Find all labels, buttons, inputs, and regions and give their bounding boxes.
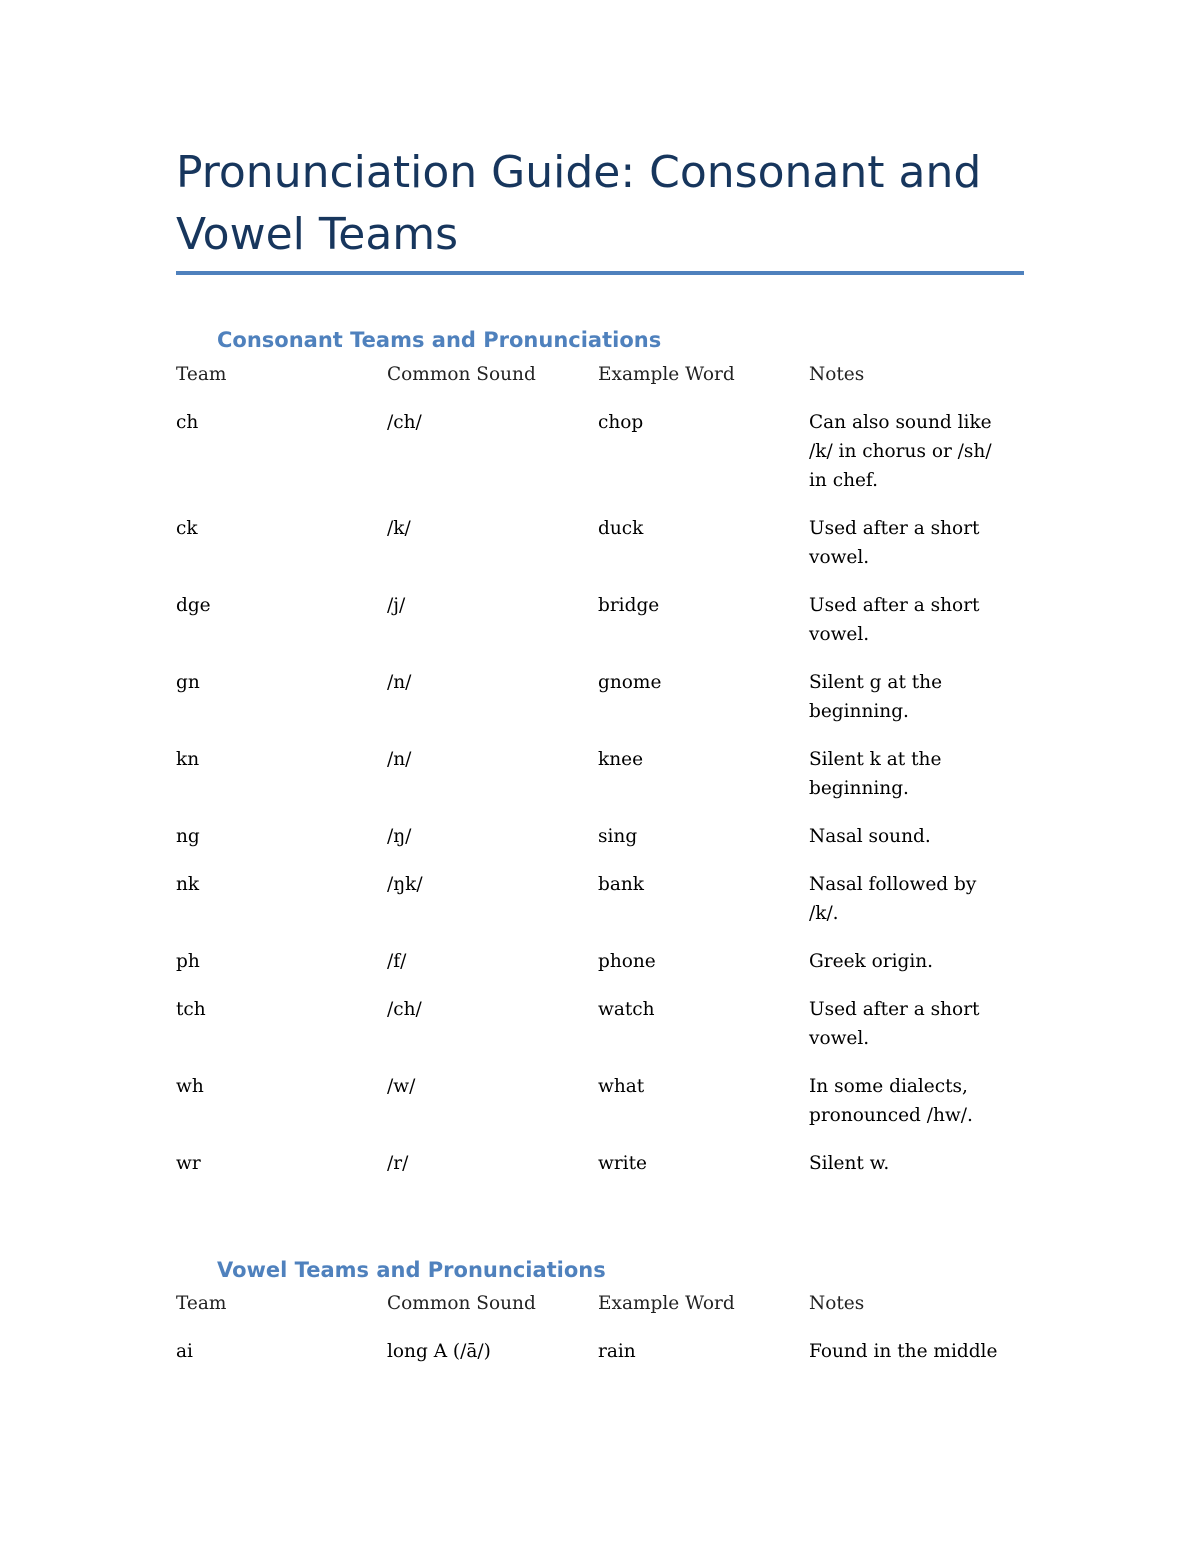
team-cell: ck xyxy=(176,518,198,539)
example-word-cell: gnome xyxy=(598,672,662,693)
common-sound-cell: /n/ xyxy=(387,749,412,770)
notes-cell: In some dialects, pronounced /hw/. xyxy=(809,1076,973,1126)
common-sound-cell: /f/ xyxy=(387,951,407,972)
table-row xyxy=(176,1149,1024,1197)
table-row xyxy=(176,591,1024,668)
table-row xyxy=(176,745,1024,822)
table-row xyxy=(176,870,1024,947)
example-word-cell: chop xyxy=(598,412,644,433)
common-sound-cell: /w/ xyxy=(387,1076,416,1097)
common-sound-cell: /ŋk/ xyxy=(387,874,423,895)
common-sound-cell: /ŋ/ xyxy=(387,826,412,847)
example-word-cell: watch xyxy=(598,999,655,1020)
team-cell: ch xyxy=(176,412,199,433)
team-cell: tch xyxy=(176,999,206,1020)
notes-cell: Silent k at the beginning. xyxy=(809,749,942,799)
column-header-team: Team xyxy=(176,1293,227,1314)
team-cell: ph xyxy=(176,951,200,972)
example-word-cell: what xyxy=(598,1076,645,1097)
common-sound-cell: /k/ xyxy=(387,518,411,539)
notes-cell: Silent g at the beginning. xyxy=(809,672,943,722)
table-row xyxy=(176,947,1024,995)
consonant-section-heading: Consonant Teams and Pronunciations xyxy=(217,328,662,352)
notes-cell: Used after a short vowel. xyxy=(809,595,980,645)
example-word-cell: bridge xyxy=(598,595,660,616)
team-cell: dge xyxy=(176,595,211,616)
example-word-cell: sing xyxy=(598,826,638,847)
team-cell: ai xyxy=(176,1341,193,1362)
title-underline xyxy=(176,271,1024,275)
table-header-row xyxy=(176,1289,1024,1337)
example-word-cell: bank xyxy=(598,874,644,895)
example-word-cell: rain xyxy=(598,1341,636,1362)
common-sound-cell: long A (/ā/) xyxy=(387,1341,491,1362)
notes-cell: Can also sound like /k/ in chorus or /sh/ in chef. xyxy=(809,412,992,491)
page-title: Pronunciation Guide: Consonant and Vowel Teams xyxy=(176,147,982,260)
notes-cell: Nasal followed by /k/. xyxy=(809,874,977,924)
notes-cell: Found in the middle xyxy=(809,1341,998,1362)
notes-cell: Nasal sound. xyxy=(809,826,931,847)
common-sound-cell: /n/ xyxy=(387,672,412,693)
notes-cell: Used after a short vowel. xyxy=(809,999,980,1049)
example-word-cell: write xyxy=(598,1153,647,1174)
column-header-common-sound: Common Sound xyxy=(387,364,536,385)
column-header-team: Team xyxy=(176,364,227,385)
notes-cell: Used after a short vowel. xyxy=(809,518,980,568)
common-sound-cell: /j/ xyxy=(387,595,406,616)
table-row xyxy=(176,1337,1024,1385)
table-row xyxy=(176,514,1024,591)
table-header-row xyxy=(176,360,1024,408)
table-row xyxy=(176,995,1024,1072)
example-word-cell: knee xyxy=(598,749,644,770)
notes-cell: Greek origin. xyxy=(809,951,934,972)
table-row xyxy=(176,408,1024,514)
team-cell: gn xyxy=(176,672,200,693)
common-sound-cell: /ch/ xyxy=(387,412,422,433)
table-row xyxy=(176,822,1024,870)
common-sound-cell: /ch/ xyxy=(387,999,422,1020)
table-row xyxy=(176,668,1024,745)
consonant-teams-table xyxy=(176,360,1024,1197)
example-word-cell: phone xyxy=(598,951,656,972)
example-word-cell: duck xyxy=(598,518,644,539)
column-header-notes: Notes xyxy=(809,364,865,385)
team-cell: wh xyxy=(176,1076,204,1097)
column-header-notes: Notes xyxy=(809,1293,865,1314)
notes-cell: Silent w. xyxy=(809,1153,890,1174)
team-cell: ng xyxy=(176,826,200,847)
team-cell: wr xyxy=(176,1153,201,1174)
vowel-teams-table xyxy=(176,1289,1024,1385)
team-cell: kn xyxy=(176,749,200,770)
vowel-section-heading: Vowel Teams and Pronunciations xyxy=(217,1258,606,1282)
column-header-common-sound: Common Sound xyxy=(387,1293,536,1314)
column-header-example-word: Example Word xyxy=(598,1293,735,1314)
column-header-example-word: Example Word xyxy=(598,364,735,385)
team-cell: nk xyxy=(176,874,200,895)
table-row xyxy=(176,1072,1024,1149)
common-sound-cell: /r/ xyxy=(387,1153,409,1174)
